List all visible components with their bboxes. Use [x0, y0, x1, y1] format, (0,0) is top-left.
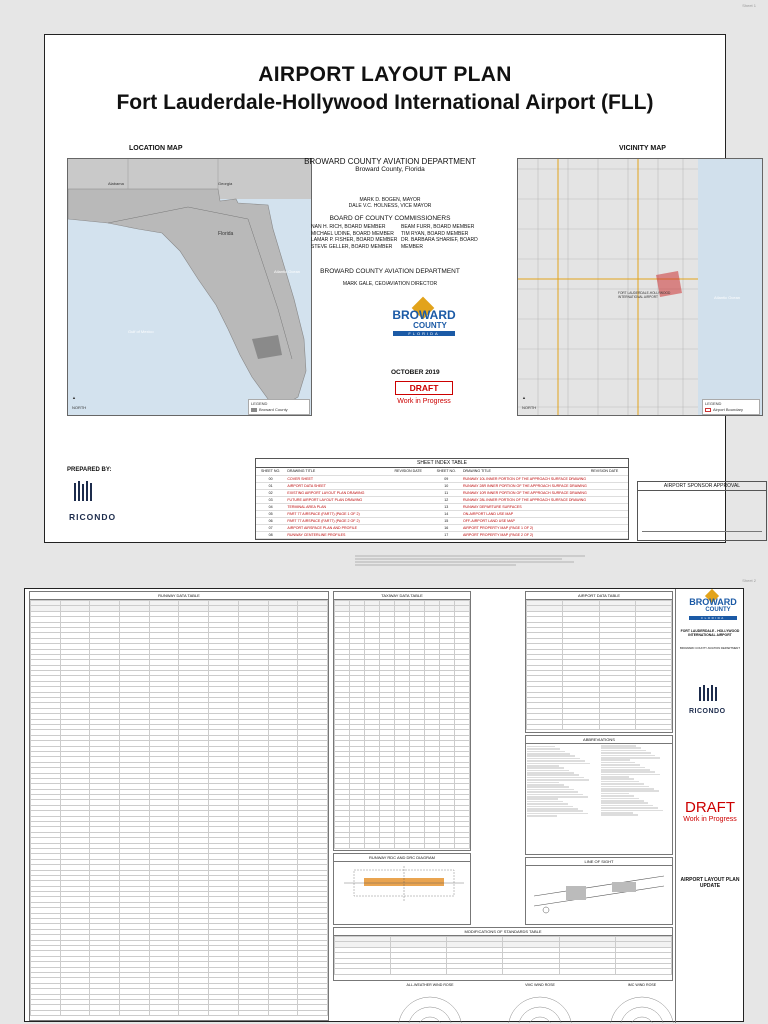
sheet-index-cell	[392, 517, 431, 524]
abbreviation-line	[601, 757, 661, 759]
abbreviation-line	[601, 781, 640, 783]
grid-cell	[440, 843, 455, 848]
grid-cell	[447, 969, 503, 974]
sheet-index-cell	[392, 482, 431, 489]
mos-title: MODIFICATIONS OF STANDARDS TABLE	[334, 928, 672, 936]
grid-cell	[635, 724, 671, 729]
page-marker-2: Sheet 2	[742, 578, 756, 583]
sheet-index-cell: AIRPORT PROPERTY MAP (PAGE 2 OF 2)	[461, 531, 589, 538]
wip-label: Work in Progress	[683, 816, 737, 823]
abbreviation-line	[601, 795, 634, 797]
sheet-index-row	[256, 475, 628, 482]
grid-row	[527, 724, 672, 729]
abbreviation-line	[527, 753, 570, 755]
abbreviation-line	[527, 760, 585, 762]
location-legend	[248, 399, 310, 415]
aviation-dept: BROWARD COUNTY AVIATION DEPARTMENT	[304, 157, 476, 166]
legend-item: Broward County	[259, 407, 288, 412]
runway-table-title: RUNWAY DATA TABLE	[30, 592, 328, 600]
board-member: DR. BARBARA SHARIEF, BOARD MEMBER	[401, 237, 478, 250]
abbreviations-panel	[525, 735, 673, 855]
grid-cell	[599, 724, 635, 729]
sheet-index-row	[256, 517, 628, 524]
sheet-index-row	[256, 496, 628, 503]
grid-cell	[559, 969, 615, 974]
grid-cell	[179, 1010, 209, 1015]
board-member: BEAM FURR, BOARD MEMBER	[401, 224, 475, 230]
mos-panel	[333, 927, 673, 981]
airport-data-sheet	[24, 588, 744, 1022]
florida-map-graphic	[68, 159, 312, 416]
sheet-index-cell: 00	[256, 475, 285, 482]
legend-swatch	[705, 408, 711, 412]
sheet-index-cell: 09	[432, 475, 461, 482]
sheet-index-cell: 02	[256, 489, 285, 496]
abbreviation-line	[527, 798, 558, 800]
abbreviations-title: ABBREVIATIONS	[526, 736, 672, 744]
sheet-index-cell: 11	[432, 489, 461, 496]
grid-cell	[298, 1010, 328, 1015]
ricondo-mark-icon	[689, 685, 729, 703]
sheet-index-cell	[589, 489, 628, 496]
sheet-index-cell: 14	[432, 510, 461, 517]
abbreviation-line	[527, 789, 574, 791]
vice-mayor: DALE V.C. HOLNESS, VICE MAYOR	[348, 203, 432, 209]
draft-label: DRAFT	[395, 381, 453, 395]
airport-data-grid	[526, 600, 672, 730]
plan-title: AIRPORT LAYOUT PLAN	[258, 63, 512, 86]
abbreviation-line	[601, 755, 656, 757]
abbreviation-line	[527, 784, 564, 786]
sheet-index-cell: 03	[256, 496, 285, 503]
sheet-index-cell: 07	[256, 524, 285, 531]
sponsor-approval-box	[637, 481, 767, 541]
sheet-index-row	[256, 489, 628, 496]
abbreviation-line	[527, 774, 579, 776]
sheet-index-cell: 05	[256, 510, 285, 517]
abbreviation-line	[601, 798, 639, 800]
sheet-index-cell: 08	[256, 531, 285, 538]
grid-cell	[391, 969, 447, 974]
grid-cell	[335, 969, 391, 974]
taxiway-data-grid	[334, 600, 470, 849]
north-label: NORTH	[522, 405, 537, 410]
board-member: TIM RYAN, BOARD MEMBER	[401, 230, 469, 237]
map-name-alabama: Alabama	[108, 181, 124, 186]
sheet-index-cell: AIRPORT PROPERTY MAP (PAGE 1 OF 2)	[461, 524, 589, 531]
abbreviation-line	[527, 794, 583, 796]
sheet-index-cell	[589, 517, 628, 524]
abbreviation-line	[527, 770, 569, 772]
grid-cell	[120, 1010, 150, 1015]
grid-cell	[615, 969, 671, 974]
legend-swatch	[251, 408, 257, 412]
legend-item: Airport Boundary	[713, 407, 744, 412]
grid-cell	[31, 1010, 61, 1015]
line-of-sight-panel	[525, 857, 673, 925]
board-left	[311, 224, 401, 250]
abbreviation-line	[527, 755, 575, 757]
sheet-index-cell	[589, 503, 628, 510]
broward-logo-small	[685, 591, 741, 627]
sponsor-approval-title: AIRPORT SPONSOR APPROVAL	[638, 482, 766, 491]
prepared-by: PREPARED BY:	[67, 467, 112, 473]
sheet-index-cell: AIRPORT AIRSPACE PLAN AND PROFILE	[285, 524, 392, 531]
abbreviation-line	[601, 807, 659, 809]
airport-data-panel	[525, 591, 673, 733]
abbreviation-line	[601, 750, 646, 752]
sheet-index-cell	[392, 503, 431, 510]
mayor: MARK D. BOGEN, MAYOR	[359, 197, 421, 203]
runway-data-panel	[29, 591, 329, 1021]
sheet-index-cell: RUNWAY DEPARTURE SURFACES	[461, 503, 589, 510]
sheet-index-cell: 13	[432, 503, 461, 510]
map-name-gulf: Gulf of Mexico	[128, 329, 154, 334]
sheet-index-cell	[392, 489, 431, 496]
grid-row	[335, 843, 470, 848]
abbreviation-line	[527, 746, 555, 748]
title-block-airport: FORT LAUDERDALE - HOLLYWOOD INTERNATIONAL AIRPORT	[680, 629, 740, 638]
title-block-owner: BROWARD COUNTY AVIATION DEPARTMENT	[679, 646, 741, 650]
taxiway-table-title: TAXIWAY DATA TABLE	[334, 592, 470, 600]
vicinity-map	[517, 158, 763, 416]
abbreviations-list	[526, 744, 672, 818]
sheet-index-table	[255, 458, 629, 540]
sheet-index-cell	[392, 475, 431, 482]
mos-grid	[334, 936, 672, 975]
wind-rose-title: VMC WIND ROSE	[525, 983, 555, 987]
sheet-index-cell: 16	[432, 524, 461, 531]
grid-cell	[90, 1010, 120, 1015]
legend-title: LEGEND	[251, 401, 268, 406]
abbreviation-line	[527, 808, 578, 810]
abbreviation-line	[527, 758, 580, 760]
abbreviation-line	[527, 763, 590, 765]
signature-line	[642, 531, 762, 532]
abbreviation-line	[601, 759, 631, 761]
grid-cell	[268, 1010, 298, 1015]
location-map-label: LOCATION MAP	[129, 145, 183, 152]
sheet-index-cell: PART 77 AIRSPACE (FAR77) (PAGE 2 OF 2)	[285, 517, 392, 524]
runway-data-grid	[30, 600, 328, 1016]
abbreviation-line	[527, 801, 563, 803]
col-header: REVISION DATE	[392, 468, 431, 475]
airport-name: Fort Lauderdale-Hollywood International Airport (FLL)	[116, 91, 654, 114]
abbreviation-line	[601, 762, 636, 764]
cover-sheet	[44, 34, 744, 543]
abbreviation-line	[527, 782, 559, 784]
abbreviation-line	[527, 815, 557, 817]
wind-rose-title: IMC WIND ROSE	[627, 983, 657, 987]
abbreviation-line	[601, 802, 649, 804]
logo-county: COUNTY	[705, 607, 731, 613]
airport-table-title: AIRPORT DATA TABLE	[526, 592, 672, 600]
abbreviation-line	[527, 772, 574, 774]
abbreviation-line	[527, 803, 568, 805]
abbreviation-line	[601, 805, 654, 807]
sheet-index-cell: RUNWAY 10L INNER PORTION OF THE APPROACH SURFACE DRAWING	[461, 475, 589, 482]
abbreviation-line	[527, 806, 573, 808]
grid-cell	[60, 1010, 90, 1015]
abbreviation-line	[601, 810, 664, 812]
grid-cell	[335, 843, 350, 848]
rdc-diagram-graphic	[334, 862, 470, 922]
vicinity-map-graphic	[518, 159, 763, 416]
grid-row	[335, 969, 672, 974]
sheet-index-cell: TERMINAL AREA PLAN	[285, 503, 392, 510]
abbreviation-line	[601, 771, 655, 773]
abbreviation-line	[601, 774, 660, 776]
north-arrow-icon: ▲	[522, 395, 526, 400]
abbreviation-line	[527, 748, 560, 750]
sheet-index-cell: 04	[256, 503, 285, 510]
abbreviation-line	[601, 788, 655, 790]
abbreviation-line	[527, 810, 583, 812]
abbreviation-line	[527, 786, 569, 788]
sheet-index-cell	[392, 531, 431, 538]
draft-stamp	[395, 381, 453, 405]
sheet-index-cell: AIRPORT DATA SHEET	[285, 482, 392, 489]
sheet-index-cell	[589, 531, 628, 538]
sheet-title: AIRPORT LAYOUT PLAN UPDATE	[680, 877, 740, 889]
abbreviation-line	[601, 752, 651, 754]
wind-roses-graphic	[355, 989, 685, 1023]
map-name-georgia: Georgia	[218, 181, 233, 186]
plan-date: OCTOBER 2019	[391, 369, 440, 376]
abbreviation-line	[601, 814, 638, 816]
grid-cell	[410, 843, 425, 848]
abbreviation-line	[527, 813, 588, 815]
legend-title: LEGEND	[705, 401, 722, 406]
board-right	[401, 224, 501, 250]
sheet-index-cell: PART 77 AIRSPACE (FAR77) (PAGE 1 OF 2)	[285, 510, 392, 517]
abbreviation-line	[601, 790, 660, 792]
grid-cell	[527, 724, 563, 729]
col-header: DRAWING TITLE	[285, 468, 392, 475]
lol-title: LINE OF SIGHT	[526, 858, 672, 866]
grid-cell	[395, 843, 410, 848]
abbreviation-line	[527, 777, 584, 779]
ricondo-mark-icon	[69, 481, 99, 503]
sheet-index-cell: 01	[256, 482, 285, 489]
grid-cell	[425, 843, 440, 848]
sheet-index-cell: 10	[432, 482, 461, 489]
sheet-index-cell: RUNWAY 28R INNER PORTION OF THE APPROACH SURFACE DRAWING	[462, 483, 587, 488]
grid-cell	[350, 843, 365, 848]
draft-label: DRAFT	[685, 799, 735, 816]
board-member: NAN H. RICH, BOARD MEMBER	[311, 224, 386, 230]
director: MARK GALE, CEO/AVIATION DIRECTOR	[342, 281, 438, 287]
taxiway-data-panel	[333, 591, 471, 851]
vicinity-map-label: VICINITY MAP	[619, 145, 666, 152]
sheet-index-cell: FUTURE AIRPORT LAYOUT PLAN DRAWING	[285, 496, 392, 503]
abbreviation-line	[527, 779, 589, 781]
abbreviation-line	[601, 786, 650, 788]
abbreviation-line	[527, 751, 565, 753]
sheet-index-cell	[392, 510, 431, 517]
logo-broward: BROWARD	[689, 597, 737, 607]
line-of-sight-graphic	[526, 866, 672, 922]
grid-cell	[365, 843, 380, 848]
sheet-index-cell	[392, 496, 431, 503]
sheet-index-cell: RUNWAY CENTERLINE PROFILES	[285, 531, 392, 538]
board-member: LAMAR P. FISHER, BOARD MEMBER	[311, 237, 398, 243]
sheet-index-cell: COVER SHEET	[285, 475, 392, 482]
ricondo-name: RICONDO	[69, 512, 117, 522]
logo-florida: FLORIDA	[689, 616, 737, 620]
abbreviation-line	[601, 764, 640, 766]
ricondo-name: RICONDO	[689, 708, 726, 715]
col-header: SHEET NO.	[256, 468, 285, 475]
grid-cell	[238, 1010, 268, 1015]
abbreviation-line	[601, 745, 636, 747]
abbreviation-line	[527, 767, 564, 769]
ricondo-logo-small	[689, 685, 729, 715]
sheet-index-header	[256, 468, 628, 475]
abbreviation-line	[527, 765, 559, 767]
grid-cell	[149, 1010, 179, 1015]
col-header: DRAWING TITLE	[461, 468, 589, 475]
map-name-atlantic: Atlantic Ocean	[274, 269, 301, 274]
abbreviation-line	[527, 796, 588, 798]
grid-cell	[563, 724, 599, 729]
abbreviation-line	[601, 793, 629, 795]
grid-cell	[209, 1010, 239, 1015]
sheet-index-cell: EXISTING AIRPORT LAYOUT PLAN DRAWING	[285, 489, 392, 496]
broward-county-logo	[385, 300, 463, 338]
sheet-index-row	[256, 510, 628, 517]
sheet-index-cell	[392, 524, 431, 531]
abbreviation-line	[601, 769, 650, 771]
sheet-index-row	[256, 524, 628, 531]
vicinity-legend	[702, 399, 760, 415]
grid-cell	[455, 843, 470, 848]
ricondo-logo	[69, 481, 116, 522]
fine-print	[355, 555, 585, 566]
board-title: BOARD OF COUNTY COMMISSIONERS	[329, 215, 451, 222]
logo-county: COUNTY	[413, 321, 447, 330]
sheet-index-cell: 15	[432, 517, 461, 524]
aviation-dept-2: BROWARD COUNTY AVIATION DEPARTMENT	[320, 268, 460, 275]
abbreviation-line	[601, 747, 641, 749]
sheet-index-cell	[589, 510, 628, 517]
col-header: SHEET NO.	[432, 468, 461, 475]
page-marker-1: Sheet 1	[742, 3, 756, 8]
sheet-index-cell	[589, 482, 628, 489]
grid-cell	[503, 969, 559, 974]
sheet-index-cell: 06	[256, 517, 285, 524]
abbreviation-line	[601, 812, 633, 814]
board-member: MICHAEL UDINE, BOARD MEMBER	[311, 230, 394, 237]
sheet-index-cell: RUNWAY 10R INNER PORTION OF THE APPROACH SURFACE DRAWING	[462, 490, 587, 495]
abbreviation-line	[601, 800, 644, 802]
sheet-index-cell: RUNWAY 28L INNER PORTION OF THE APPROACH SURFACE DRAWING	[461, 496, 589, 503]
north-label: NORTH	[72, 405, 87, 410]
location-map	[67, 158, 312, 416]
grid-cell	[380, 843, 395, 848]
rdc-diagram-panel	[333, 853, 471, 925]
rdc-title: RUNWAY RDC AND DRC DIAGRAM	[334, 854, 470, 862]
north-arrow-icon: ▲	[72, 395, 76, 400]
sheet-index-title: SHEET INDEX TABLE	[256, 459, 628, 468]
logo-florida: FLORIDA	[393, 331, 455, 336]
county-location: Broward County, Florida	[355, 166, 425, 173]
vicinity-atlantic: Atlantic Ocean	[714, 295, 741, 300]
abbreviation-line	[601, 778, 635, 780]
sheet-index-cell: ON-AIRPORT LAND USE MAP	[461, 510, 589, 517]
col-header: REVISION DATE	[589, 468, 628, 475]
abbreviation-line	[527, 791, 578, 793]
abbreviation-line	[601, 776, 630, 778]
sheet-index-row	[256, 482, 628, 489]
sheet-index-cell: 12	[432, 496, 461, 503]
draft-stamp-2	[679, 799, 741, 823]
sheet-index-cell	[589, 524, 628, 531]
sheet-index-cell	[589, 475, 628, 482]
abbreviation-line	[601, 767, 645, 769]
sheet-index-cell: OFF-AIRPORT LAND USE MAP	[461, 517, 589, 524]
logo-broward: BROWARD	[392, 308, 456, 322]
sheet-index-cell: 17	[432, 531, 461, 538]
grid-row	[31, 1010, 328, 1015]
sheet-index-row	[256, 531, 628, 538]
map-name-florida: Florida	[218, 231, 234, 237]
sheet-index-row	[256, 503, 628, 510]
wip-label: Work in Progress	[397, 398, 451, 405]
board-member: STEVE GELLER, BOARD MEMBER	[311, 243, 393, 250]
sheet-index-cell	[589, 496, 628, 503]
vicinity-airport-label: FORT LAUDERDALE-HOLLYWOOD INTERNATIONAL AIRPORT	[618, 291, 671, 299]
abbreviation-line	[601, 783, 645, 785]
wind-rose-title: ALL-WEATHER WIND ROSE	[406, 983, 454, 987]
